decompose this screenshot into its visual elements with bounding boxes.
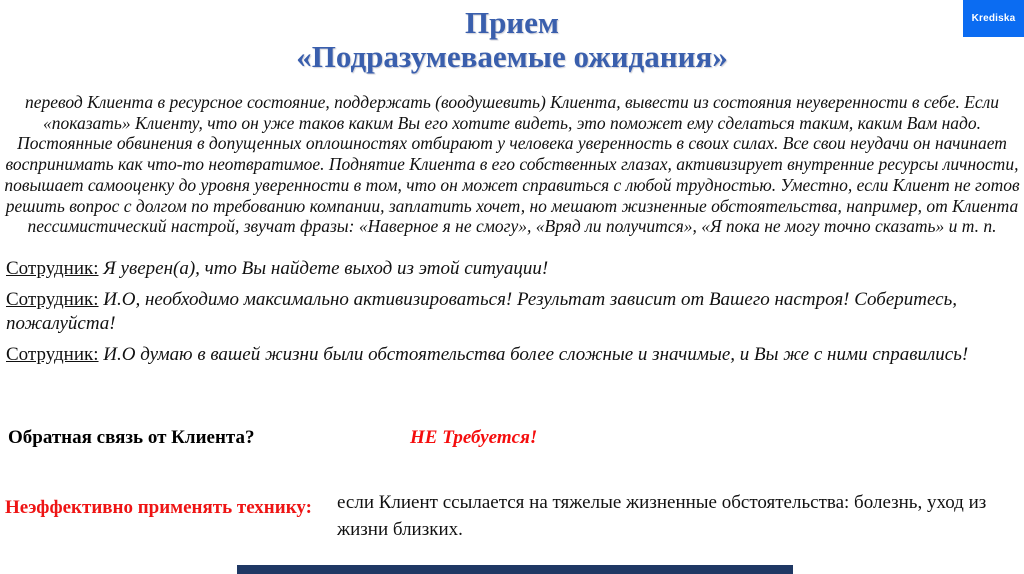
- ineffective-label: Неэффективно применять технику:: [5, 497, 312, 518]
- footer-accent-bar: [237, 565, 793, 574]
- dialog-line: [6, 343, 1020, 368]
- speaker-label: Сотрудник:: [6, 288, 99, 310]
- krediska-logo-text: Krediska: [971, 13, 1016, 24]
- feedback-question: Обратная связь от Клиента?: [8, 427, 255, 448]
- speaker-text: И.О думаю в вашей жизни были обстоятельства более сложные и значимые, и Вы же с ними справились!: [103, 344, 969, 366]
- dialog-line: [6, 257, 1020, 282]
- intro-paragraph: перевод Клиента в ресурсное состояние, поддержать (воодушевить) Клиента, вывести из состояния неуверенности в себе. Если «показать» Клиенту, что он уже таков каким Вы его хотите видеть, это поможет ему сделаться таким, каким Вам надо. Постоянные обвинения в допущенных оплошностях отбирают у человека уверенность в своих силах. Все свои неудачи он начинает воспринимать как что-то неотвратимое. Поднятие Клиента в его собственных глазах, активизирует внутренние ресурсы личности, повышает самооценку до уровня уверенности в том, что он может справиться с любой трудностью. Уместно, если Клиент не готов решить вопрос с долгом по требованию компании, заплатить хочет, но мешают жизненные обстоятельства, например, от Клиента пессимистический настрой, звучат фразы: «Наверное я не смогу», «Вряд ли получится», «Я пока не могу точно сказать» и т. п.: [4, 92, 1020, 237]
- page-title: [0, 6, 1024, 74]
- speaker-label: Сотрудник:: [6, 258, 99, 279]
- title-line-2: «Подразумеваемые ожидания»: [296, 39, 728, 75]
- dialog-line: [6, 288, 1020, 337]
- dialog-block: [6, 257, 1020, 374]
- speaker-label: Сотрудник:: [6, 344, 99, 366]
- ineffective-text: если Клиент ссылается на тяжелые жизненные обстоятельства: болезнь, уход из жизни близких.: [337, 492, 987, 540]
- speaker-text: И.О, необходимо максимально активизироваться! Результат зависит от Вашего настроя! Соберитесь, пожалуйста!: [6, 288, 958, 335]
- speaker-text: Я уверен(а), что Вы найдете выход из этой ситуации!: [103, 258, 549, 279]
- feedback-answer: НЕ Требуется!: [410, 427, 538, 448]
- title-line-1: Прием: [464, 5, 560, 40]
